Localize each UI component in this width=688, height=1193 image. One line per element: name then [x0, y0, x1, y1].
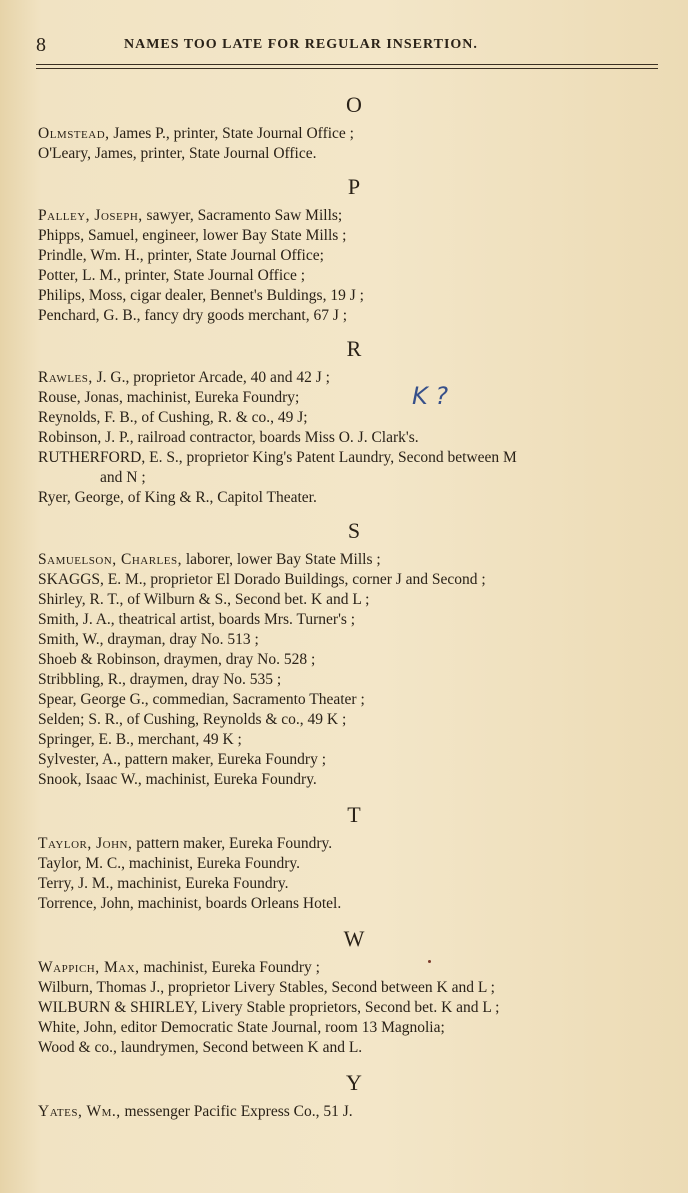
entry-text: Snook, Isaac W., machinist, Eureka Foundry. — [38, 771, 317, 788]
page-header — [36, 34, 658, 58]
section-p — [38, 172, 668, 326]
header-rule-top — [36, 64, 658, 65]
entry-text: Terry, J. M., machinist, Eureka Foundry. — [38, 875, 289, 892]
section-letter — [38, 172, 668, 202]
entry-text: Stribbling, R., draymen, dray No. 535 ; — [38, 671, 282, 688]
entry-text: Robinson, J. P., railroad contractor, boards Miss O. J. Clark's. — [38, 429, 419, 446]
section-letter-text: R — [346, 336, 362, 361]
entry-text: machinist, Eureka Foundry ; — [139, 959, 320, 976]
section-o — [38, 90, 668, 164]
entry-text: laborer, lower Bay State Mills ; — [181, 551, 381, 568]
section-letter-text: S — [347, 518, 361, 543]
directory-entry — [38, 368, 668, 388]
directory-entry — [38, 874, 668, 894]
directory-entry — [38, 750, 668, 770]
section-y — [38, 1068, 668, 1122]
directory-listing — [38, 88, 668, 1122]
entry-text: James P., printer, State Journal Office ; — [109, 125, 354, 142]
ink-speck — [428, 960, 431, 963]
directory-entry — [38, 998, 668, 1018]
entry-text: Shoeb & Robinson, draymen, dray No. 528 ; — [38, 651, 316, 668]
section-letter — [38, 90, 668, 120]
entry-text: Selden; S. R., of Cushing, Reynolds & co., 49 K ; — [38, 711, 347, 728]
entry-text: White, John, editor Democratic State Journal, room 13 Magnolia; — [38, 1019, 445, 1036]
directory-entry — [38, 834, 668, 854]
entry-name: Wappich, Max, — [38, 959, 140, 976]
directory-entry — [38, 730, 668, 750]
entry-text: messenger Pacific Express Co., 51 J. — [120, 1103, 353, 1120]
section-letter — [38, 1068, 668, 1098]
directory-entry — [38, 1038, 668, 1058]
entry-text: Torrence, John, machinist, boards Orleans Hotel. — [38, 895, 342, 912]
directory-entry — [38, 468, 668, 488]
entry-text: Rouse, Jonas, machinist, Eureka Foundry; — [38, 389, 300, 406]
directory-entry — [38, 630, 668, 650]
entry-text: Prindle, Wm. H., printer, State Journal Office; — [38, 247, 324, 264]
entry-text: Shirley, R. T., of Wilburn & S., Second bet. K and L ; — [38, 591, 370, 608]
handwritten-annotation: K ? — [412, 382, 449, 410]
directory-entry — [38, 894, 668, 914]
directory-entry — [38, 670, 668, 690]
entry-name: Taylor, John, — [38, 835, 133, 852]
header-rule-bottom — [36, 68, 658, 69]
directory-entry — [38, 448, 668, 468]
entry-text: Reynolds, F. B., of Cushing, R. & co., 49 J; — [38, 409, 308, 426]
directory-entry — [38, 770, 668, 790]
directory-entry — [38, 488, 668, 508]
directory-entry — [38, 690, 668, 710]
entry-text: Springer, E. B., merchant, 49 K ; — [38, 731, 242, 748]
section-letter-text: Y — [346, 1070, 362, 1095]
directory-entry — [38, 286, 668, 306]
entry-text: RUTHERFORD, E. S., proprietor King's Patent Laundry, Second between M — [38, 449, 517, 466]
entry-text: J. G., proprietor Arcade, 40 and 42 J ; — [92, 369, 330, 386]
running-title: NAMES TOO LATE FOR REGULAR INSERTION. — [124, 37, 478, 52]
entry-text: Potter, L. M., printer, State Journal Office ; — [38, 267, 306, 284]
directory-entry — [38, 266, 668, 286]
section-r — [38, 334, 668, 508]
entry-name: Olmstead, — [38, 125, 110, 142]
directory-entry — [38, 978, 668, 998]
section-letter-text: W — [343, 926, 365, 951]
directory-entry — [38, 206, 668, 226]
entry-text: Smith, J. A., theatrical artist, boards Mrs. Turner's ; — [38, 611, 356, 628]
directory-entry — [38, 550, 668, 570]
entry-text: Smith, W., drayman, dray No. 513 ; — [38, 631, 259, 648]
entry-text: and N ; — [100, 469, 146, 486]
directory-entry — [38, 408, 668, 428]
section-letter-text: T — [347, 802, 361, 827]
entry-text: Wilburn, Thomas J., proprietor Livery Stables, Second between K and L ; — [38, 979, 495, 996]
entry-text: Sylvester, A., pattern maker, Eureka Foundry ; — [38, 751, 327, 768]
directory-entry — [38, 610, 668, 630]
directory-entry — [38, 246, 668, 266]
directory-entry — [38, 710, 668, 730]
entry-text: Taylor, M. C., machinist, Eureka Foundry. — [38, 855, 301, 872]
section-letter — [38, 516, 668, 546]
section-letter-text: O — [346, 92, 362, 117]
directory-entry — [38, 590, 668, 610]
section-s — [38, 516, 668, 790]
entry-name: Palley, Joseph, — [38, 207, 143, 224]
entry-text: Spear, George G., commedian, Sacramento Theater ; — [38, 691, 365, 708]
section-w — [38, 924, 668, 1058]
directory-entry — [38, 650, 668, 670]
section-letter-text: P — [347, 174, 361, 199]
directory-entry — [38, 388, 668, 408]
entry-text: Ryer, George, of King & R., Capitol Theater. — [38, 489, 317, 506]
directory-entry — [38, 144, 668, 164]
directory-entry — [38, 854, 668, 874]
entry-text: Penchard, G. B., fancy dry goods merchant, 67 J ; — [38, 307, 348, 324]
section-letter — [38, 800, 668, 830]
page-number: 8 — [36, 34, 46, 56]
entry-name: Yates, Wm., — [38, 1103, 121, 1120]
directory-entry — [38, 1102, 668, 1122]
directory-entry — [38, 570, 668, 590]
entry-text: O'Leary, James, printer, State Journal Office. — [38, 145, 317, 162]
entry-text: pattern maker, Eureka Foundry. — [132, 835, 333, 852]
entry-name: Samuelson, Charles, — [38, 551, 182, 568]
section-letter — [38, 924, 668, 954]
directory-entry — [38, 124, 668, 144]
entry-name: Rawles, — [38, 369, 93, 386]
entry-text: Phipps, Samuel, engineer, lower Bay State Mills ; — [38, 227, 347, 244]
entry-text: Wood & co., laundrymen, Second between K and L. — [38, 1039, 363, 1056]
entry-text: sawyer, Sacramento Saw Mills; — [142, 207, 343, 224]
directory-entry — [38, 428, 668, 448]
directory-entry — [38, 306, 668, 326]
entry-text: WILBURN & SHIRLEY, Livery Stable proprietors, Second bet. K and L ; — [38, 999, 500, 1016]
section-letter — [38, 334, 668, 364]
entry-text: Philips, Moss, cigar dealer, Bennet's Buldings, 19 J ; — [38, 287, 364, 304]
directory-entry — [38, 226, 668, 246]
directory-entry — [38, 958, 668, 978]
directory-entry — [38, 1018, 668, 1038]
entry-text: SKAGGS, E. M., proprietor El Dorado Buildings, corner J and Second ; — [38, 571, 486, 588]
section-t — [38, 800, 668, 914]
